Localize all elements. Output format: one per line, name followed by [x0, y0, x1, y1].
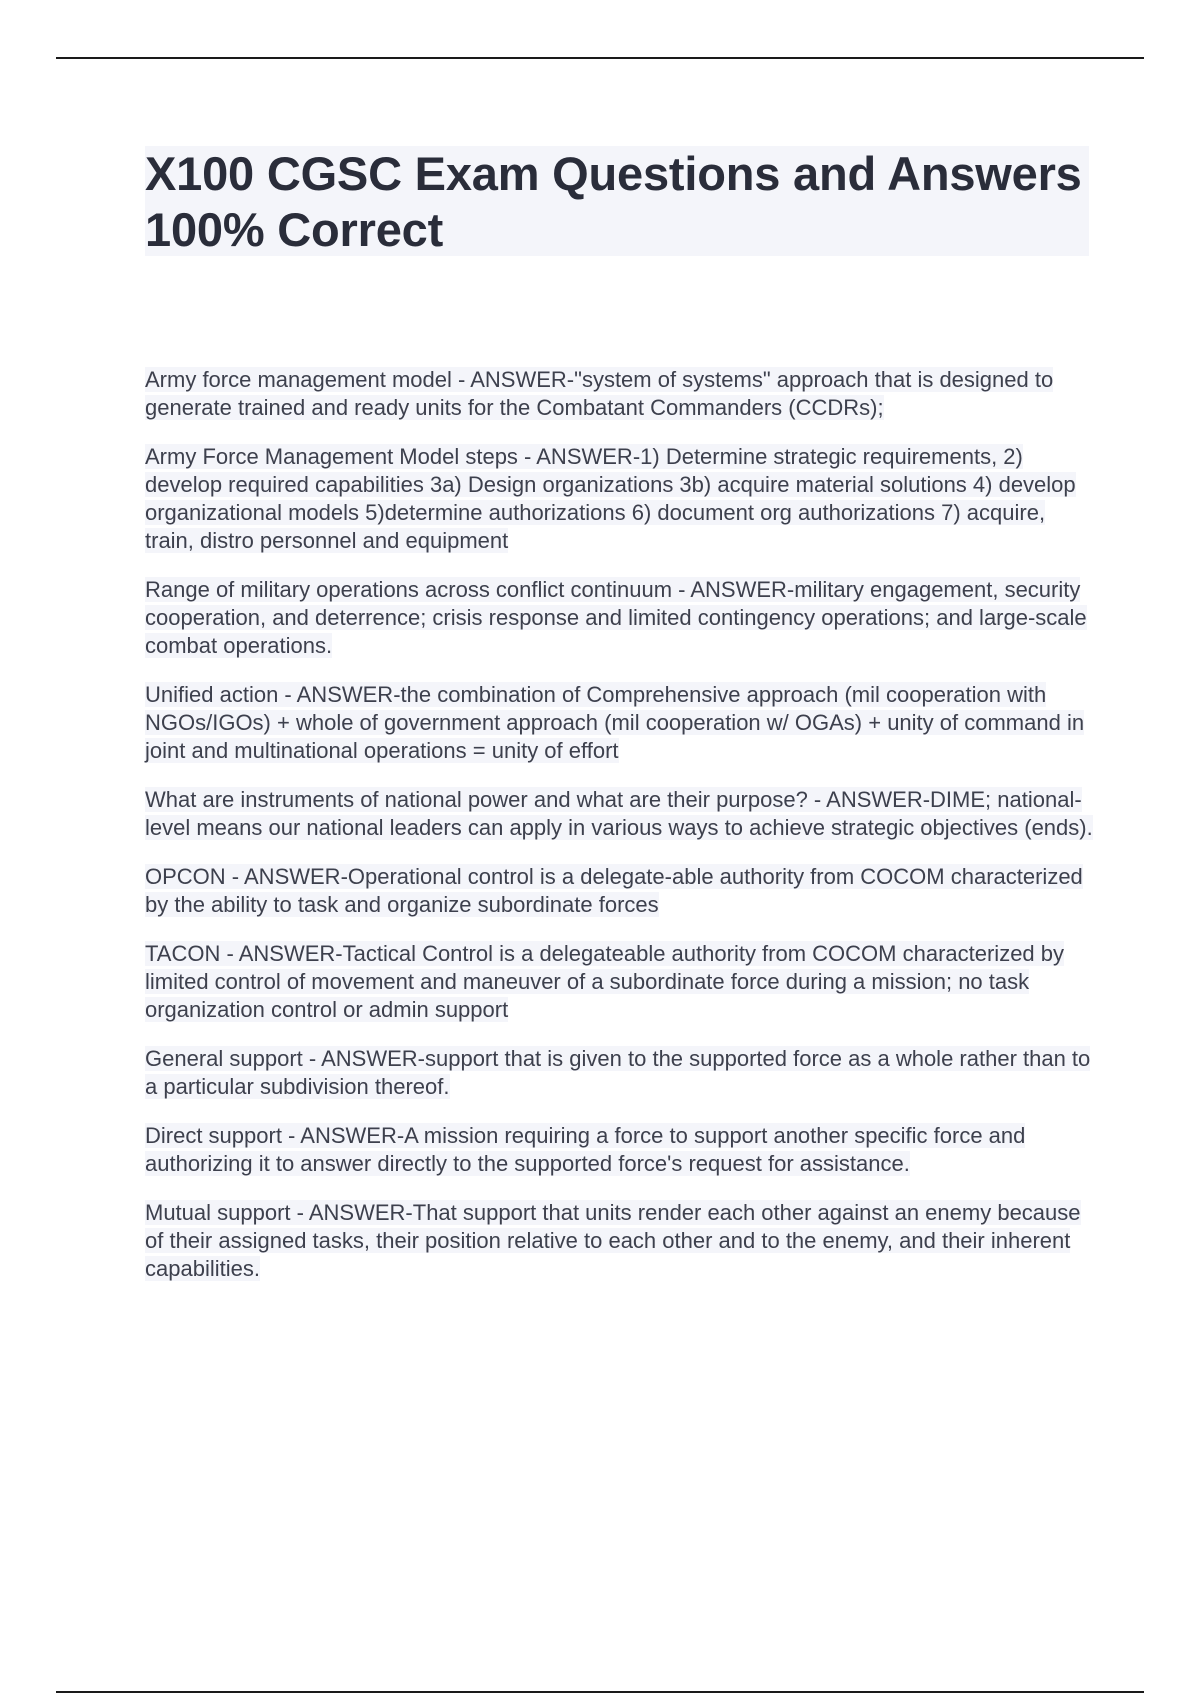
- qa-entry-text: Mutual support - ANSWER-That support that units render each other against an enemy because of their assigned tasks, their position relative to each other and to the enemy, and their inherent capabilities.: [145, 1200, 1081, 1281]
- qa-entry: [145, 940, 1095, 1024]
- qa-entry: [145, 576, 1095, 660]
- qa-entry: [145, 1199, 1095, 1283]
- qa-entry-text: OPCON - ANSWER-Operational control is a delegate-able authority from COCOM characterized by the ability to task and organize subordinate forces: [145, 864, 1083, 917]
- qa-list: [145, 366, 1095, 1304]
- qa-entry: [145, 681, 1095, 765]
- qa-entry-text: Army force management model - ANSWER-"system of systems" approach that is designed to generate trained and ready units for the Combatant Commanders (CCDRs);: [145, 367, 1054, 420]
- qa-entry: [145, 1045, 1095, 1101]
- qa-entry-text: Army Force Management Model steps - ANSWER-1) Determine strategic requirements, 2) develop required capabilities 3a) Design organizations 3b) acquire material solutions 4) develop organizational models 5)determine authorizations 6) document org authorizations 7) acquire, train, distro personnel and equipment: [145, 444, 1076, 553]
- qa-entry: [145, 1122, 1095, 1178]
- qa-entry: [145, 863, 1095, 919]
- qa-entry-text: TACON - ANSWER-Tactical Control is a delegateable authority from COCOM characterized by limited control of movement and maneuver of a subordinate force during a mission; no task organization control or admin support: [145, 941, 1065, 1022]
- qa-entry-text: General support - ANSWER-support that is given to the supported force as a whole rather than to a particular subdivision thereof.: [145, 1046, 1091, 1099]
- qa-entry: [145, 786, 1095, 842]
- footer-rule: [56, 1691, 1144, 1693]
- qa-entry: [145, 443, 1095, 555]
- qa-entry-text: What are instruments of national power and what are their purpose? - ANSWER-DIME; national-level means our national leaders can apply in various ways to achieve strategic objectives (ends).: [145, 787, 1093, 840]
- title-block: [145, 146, 1089, 256]
- qa-entry-text: Unified action - ANSWER-the combination of Comprehensive approach (mil cooperation with NGOs/IGOs) + whole of government approach (mil cooperation w/ OGAs) + unity of command in joint and multinational operations = unity of effort: [145, 682, 1085, 763]
- document-title: X100 CGSC Exam Questions and Answers 100% Correct: [145, 147, 1082, 256]
- header-rule: [56, 57, 1144, 59]
- qa-entry: [145, 366, 1095, 422]
- qa-entry-text: Direct support - ANSWER-A mission requiring a force to support another specific force and authorizing it to answer directly to the supported force's request for assistance.: [145, 1123, 1026, 1176]
- qa-entry-text: Range of military operations across conflict continuum - ANSWER-military engagement, security cooperation, and deterrence; crisis response and limited contingency operations; and large-scale combat operations.: [145, 577, 1087, 658]
